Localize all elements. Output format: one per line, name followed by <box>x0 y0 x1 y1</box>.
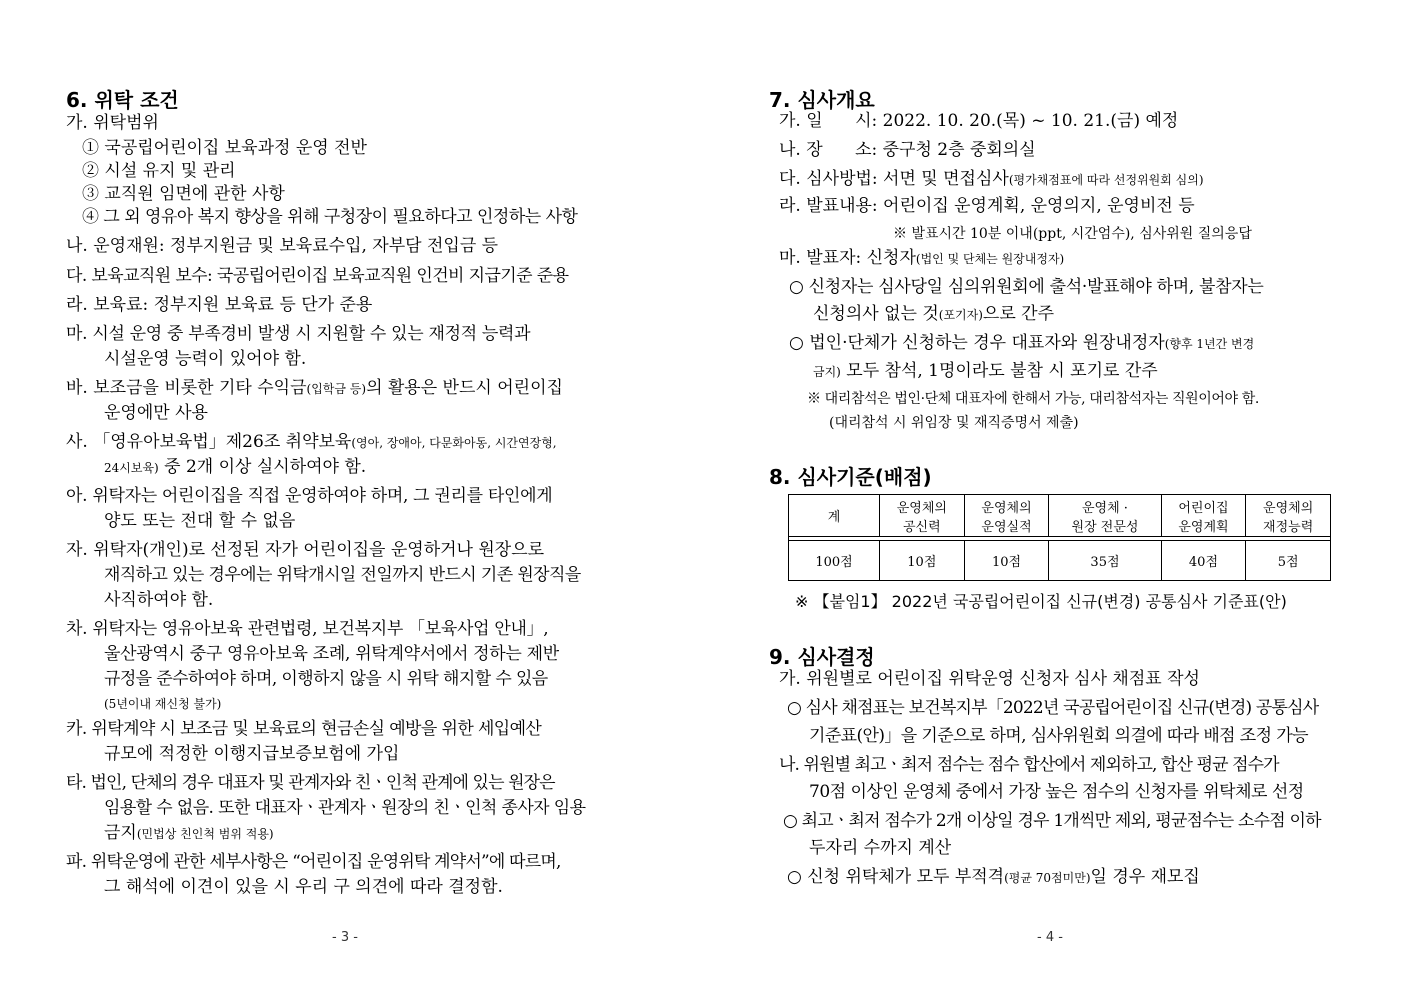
text-line: 나. 위원별 최고ㆍ최저 점수는 점수 합산에서 제외하고, 합산 평균 점수가 <box>779 755 1279 775</box>
table-header-row <box>789 495 1331 537</box>
header-text: 운영체의 <box>1263 500 1314 516</box>
text-line: 70점 이상인 운영체 중에서 가장 높은 점수의 신청자를 위탁체로 선정 <box>809 782 1304 802</box>
table-header-cell <box>789 495 880 537</box>
table-cell: 10점 <box>964 541 1049 581</box>
text-line: 두자리 수까지 계산 <box>809 838 952 858</box>
right-page <box>765 0 1345 992</box>
page-number: - 4 - <box>1037 930 1063 945</box>
text-line <box>104 823 274 844</box>
header-text: 운영계획 <box>1178 519 1229 535</box>
text-line: 그 해석에 이견이 있을 시 우리 구 의견에 따라 결정함. <box>104 877 503 897</box>
header-text: 공신력 <box>902 519 941 535</box>
table-row <box>789 541 1331 581</box>
text-span: 다. 심사방법: 서면 및 면접심사 <box>779 169 1009 189</box>
text-span: 사. 「영유아보육법」제26조 취약보육 <box>66 432 352 452</box>
text-span: 마. 발표자: 신청자 <box>779 248 916 268</box>
text-line: 임용할 수 없음. 또한 대표자ㆍ관계자ㆍ원장의 친ㆍ인척 종사자 임용 <box>104 798 586 818</box>
page-number: - 3 - <box>332 930 358 945</box>
header-text: 운영실적 <box>981 519 1032 535</box>
text-line-note: ※ 대리참석은 법인·단체 대표자에 한해서 가능, 대리참석자는 직원이어야 함. <box>807 391 1259 407</box>
text-line: ② 시설 유지 및 관리 <box>82 161 236 181</box>
text-line: 기준표(안)」을 기준으로 하며, 심사위원회 의결에 따라 배점 조정 가능 <box>809 726 1308 746</box>
text-span: 의 활용은 반드시 어린이집 <box>366 378 563 398</box>
text-line: 가. 일 시: 2022. 10. 20.(목) ~ 10. 21.(금) 예정 <box>779 111 1179 131</box>
text-span-small: (영아, 장애아, 다문화아동, 시간연장형, <box>351 436 557 450</box>
header-text: 운영체의 <box>896 500 947 516</box>
text-line-small: (5년이내 재신청 불가) <box>104 697 222 711</box>
table-cell: 5점 <box>1246 541 1331 581</box>
text-line <box>789 333 1254 354</box>
text-line: 운영에만 사용 <box>104 403 208 423</box>
text-line: 재직하고 있는 경우에는 위탁개시일 전일까지 반드시 기존 원장직을 <box>104 565 581 585</box>
text-line: ○ 신청자는 심사당일 심의위원회에 출석·발표해야 하며, 불참자는 <box>789 277 1264 297</box>
section-6-heading: 6. 위탁 조건 <box>66 88 179 112</box>
text-line: 나. 장 소: 중구청 2층 중회의실 <box>779 140 1036 160</box>
text-span-small: (법인 및 단체는 원장내정자) <box>915 252 1065 266</box>
text-span-small: (포기자) <box>938 308 983 322</box>
text-line: ○ 최고ㆍ최저 점수가 2개 이상일 경우 1개씩만 제외, 평균점수는 소수점 이하 <box>783 811 1321 831</box>
text-span: 금지 <box>104 823 137 843</box>
text-line: 가. 위원별로 어린이집 위탁운영 신청자 심사 채점표 작성 <box>779 669 1200 689</box>
text-line: 사직하여야 함. <box>104 590 214 610</box>
section-8-heading: 8. 심사기준(배점) <box>769 465 932 489</box>
text-line: 차. 위탁자는 영유아보육 관련법령, 보건복지부 「보육사업 안내」, <box>66 619 549 639</box>
text-line: 양도 또는 전대 할 수 없음 <box>104 511 296 531</box>
text-line <box>779 169 1204 190</box>
text-line <box>66 378 563 399</box>
section-9-heading: 9. 심사결정 <box>769 645 875 669</box>
text-line: 타. 법인, 단체의 경우 대표자 및 관계자와 친ㆍ인척 관계에 있는 원장은 <box>66 773 555 793</box>
text-line: ③ 교직원 임면에 관한 사항 <box>82 184 285 204</box>
left-page <box>60 0 645 992</box>
table-header-cell <box>1161 495 1246 537</box>
text-line: 울산광역시 중구 영유아보육 조례, 위탁계약서에서 정하는 제반 <box>104 644 559 664</box>
text-line: ○ 심사 채점표는 보건복지부「2022년 국공립어린이집 신규(변경) 공통심사 <box>787 698 1319 718</box>
text-span: 모두 참석, 1명이라도 불참 시 포기로 간주 <box>840 361 1158 381</box>
text-line: 규정을 준수하여야 하며, 이행하지 않을 시 위탁 해지할 수 있음 <box>104 669 548 689</box>
text-span-small: (민법상 친인척 범위 적용) <box>136 827 274 841</box>
header-text: 어린이집 <box>1178 500 1229 516</box>
text-line: ① 국공립어린이집 보육과정 운영 전반 <box>82 138 367 158</box>
text-span: ○ 신청 위탁체가 모두 부적격 <box>787 867 1005 887</box>
text-span-small: 금지) <box>813 365 841 379</box>
text-line: 나. 운영재원: 정부지원금 및 보육료수입, 자부담 전입금 등 <box>66 236 499 256</box>
table-header-cell <box>1246 495 1331 537</box>
text-line <box>813 304 1054 325</box>
text-line-note: (대리참석 시 위임장 및 재직증명서 제출) <box>829 415 1079 431</box>
text-line: 라. 보육료: 정부지원 보육료 등 단가 준용 <box>66 295 373 315</box>
text-line: 카. 위탁계약 시 보조금 및 보육료의 현금손실 예방을 위한 세입예산 <box>66 719 542 739</box>
appendix-note: ※ 【붙임1】 2022년 국공립어린이집 신규(변경) 공통심사 기준표(안) <box>795 592 1287 611</box>
table-cell: 10점 <box>880 541 965 581</box>
text-line <box>787 867 1200 888</box>
text-line-note: ※ 발표시간 10분 이내(ppt, 시간엄수), 심사위원 질의응답 <box>893 226 1252 242</box>
text-line <box>779 248 1064 269</box>
header-text: 운영체의 <box>981 500 1032 516</box>
section-7-heading: 7. 심사개요 <box>769 88 875 112</box>
table-cell: 40점 <box>1161 541 1246 581</box>
text-line: 아. 위탁자는 어린이집을 직접 운영하여야 하며, 그 권리를 타인에게 <box>66 486 553 506</box>
table-header-cell <box>880 495 965 537</box>
table-header-cell <box>1049 495 1161 537</box>
header-text: 원장 전문성 <box>1071 519 1139 535</box>
text-line: 마. 시설 운영 중 부족경비 발생 시 지원할 수 있는 재정적 능력과 <box>66 324 531 344</box>
text-span-small: (입학금 등) <box>306 382 367 396</box>
text-span-small: (향후 1년간 변경 <box>1164 337 1255 351</box>
table-cell: 35점 <box>1049 541 1161 581</box>
text-span: 신청의사 없는 것 <box>813 304 939 324</box>
text-line: 시설운영 능력이 있어야 함. <box>104 349 307 369</box>
text-line <box>813 361 1158 382</box>
text-span-small: 24시보육) <box>104 461 159 475</box>
text-line: 다. 보육교직원 보수: 국공립어린이집 보육교직원 인건비 지급기준 준용 <box>66 266 569 286</box>
text-span: 바. 보조금을 비롯한 기타 수익금 <box>66 378 307 398</box>
table-header-cell <box>964 495 1049 537</box>
text-line: 가. 위탁범위 <box>66 113 159 133</box>
text-line: 자. 위탁자(개인)로 선정된 자가 어린이집을 운영하거나 원장으로 <box>66 540 545 560</box>
text-span-small: (평균 70점미만) <box>1004 871 1091 885</box>
text-line <box>66 432 557 453</box>
text-line: ④ 그 외 영유아 복지 향상을 위해 구청장이 필요하다고 인정하는 사항 <box>82 207 578 227</box>
text-span: 중 2개 이상 실시하여야 함. <box>158 457 367 477</box>
text-span: 으로 간주 <box>982 304 1054 324</box>
text-line <box>104 457 366 478</box>
text-span: 일 경우 재모집 <box>1090 867 1200 887</box>
criteria-table <box>788 494 1331 581</box>
text-span: ○ 법인·단체가 신청하는 경우 대표자와 원장내정자 <box>789 333 1165 353</box>
table-cell: 100점 <box>789 541 880 581</box>
text-line: 규모에 적정한 이행지급보증보험에 가입 <box>104 744 400 764</box>
text-span-small: (평가채점표에 따라 선정위원회 심의) <box>1008 173 1204 187</box>
header-text: 계 <box>827 510 841 525</box>
text-line: 라. 발표내용: 어린이집 운영계획, 운영의지, 운영비전 등 <box>779 196 1195 216</box>
header-text: 재정능력 <box>1263 519 1314 535</box>
header-text: 운영체 · <box>1082 500 1128 516</box>
text-line: 파. 위탁운영에 관한 세부사항은 “어린이집 운영위탁 계약서”에 따르며, <box>66 852 561 872</box>
